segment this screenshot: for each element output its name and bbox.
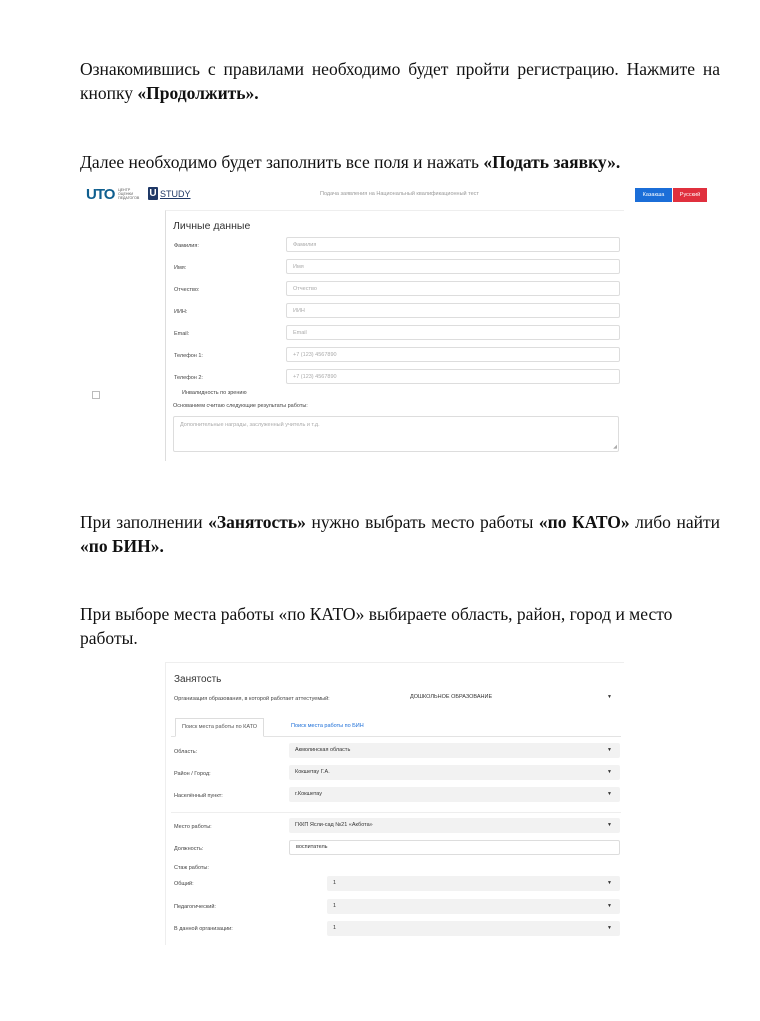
chevron-down-icon: ▼ — [607, 791, 612, 797]
locality-value: г.Кокшетау — [295, 791, 323, 797]
region-value: Акмолинская область — [295, 747, 351, 753]
locality-label: Населённый пункт: — [174, 793, 223, 799]
header-title: Подача заявления на Национальный квалификационный тест — [320, 191, 479, 197]
section-title: Личные данные — [173, 220, 251, 232]
instruction-text: При заполнении — [80, 512, 209, 532]
continue-button-reference: «Продолжить». — [137, 83, 259, 103]
position-input[interactable]: воспитатель — [289, 840, 620, 855]
workplace-value: ГККП Ясли-сад №21 «Акбота» — [295, 822, 373, 828]
field-label-surname: Фамилия: — [174, 243, 199, 249]
org-type-label: Организация образования, в которой работает аттестуемый: — [174, 696, 330, 702]
field-label-patronymic: Отчество: — [174, 287, 200, 293]
search-tabs — [171, 718, 621, 737]
submit-button-reference: «Подать заявку». — [483, 152, 621, 172]
section-title: Занятость — [174, 674, 222, 685]
total-experience-value: 1 — [333, 880, 337, 886]
experience-label: Стаж работы: — [174, 865, 209, 871]
org-type-value: ДОШКОЛЬНОЕ ОБРАЗОВАНИЕ — [410, 694, 493, 700]
field-label-iin: ИИН: — [174, 309, 188, 315]
chevron-down-icon: ▼ — [607, 747, 612, 753]
iin-input[interactable]: ИИН — [286, 303, 620, 318]
textarea-placeholder: Дополнительные награды, заслуженный учитель и т.д. — [180, 422, 320, 428]
surname-input[interactable]: Фамилия — [286, 237, 620, 252]
lang-kazakh-button[interactable]: Казакша — [635, 188, 672, 202]
study-logo: STUDY — [160, 189, 191, 199]
district-value: Кокшетау Г.А. — [295, 769, 330, 775]
pedagogical-experience-label: Педагогический: — [174, 904, 216, 910]
total-experience-label: Общий: — [174, 881, 194, 887]
field-label-name: Имя: — [174, 265, 187, 271]
instruction-text: либо найти — [629, 512, 720, 532]
instruction-paragraph-3 — [80, 510, 720, 558]
chevron-down-icon: ▼ — [607, 769, 612, 775]
workplace-select[interactable] — [289, 818, 620, 833]
org-experience-select[interactable] — [327, 921, 620, 936]
instruction-text: нужно выбрать место работы — [305, 512, 539, 532]
chevron-down-icon: ▼ — [607, 880, 612, 886]
chevron-down-icon: ▼ — [607, 694, 612, 700]
instruction-text: При выборе места работы «по КАТО» выбираете область, район, город и место работы. — [80, 604, 673, 648]
chevron-down-icon: ▼ — [607, 925, 612, 931]
field-label-email: Email: — [174, 331, 190, 337]
locality-select[interactable] — [289, 787, 620, 802]
instruction-paragraph-2 — [80, 150, 720, 174]
employment-form-screenshot — [165, 662, 624, 945]
region-select[interactable] — [289, 743, 620, 758]
registration-form-screenshot — [80, 183, 710, 463]
total-experience-select[interactable] — [327, 876, 620, 891]
kato-reference: «по КАТО» — [538, 512, 630, 532]
name-input[interactable]: Имя — [286, 259, 620, 274]
position-label: Должность: — [174, 846, 204, 852]
pedagogical-experience-value: 1 — [333, 903, 337, 909]
instruction-paragraph-1 — [80, 57, 720, 105]
tab-kato[interactable]: Поиск места работы по КАТО — [175, 718, 264, 737]
phone-1-input[interactable]: +7 (123) 4567890 — [286, 347, 620, 362]
district-select[interactable] — [289, 765, 620, 780]
uto-logo-subtitle: ЦЕНТР ОЦЕНКИ ПЕДАГОГОВ — [118, 188, 140, 200]
district-label: Район / Город: — [174, 771, 211, 777]
achievements-textarea[interactable] — [173, 416, 619, 452]
bin-reference: «по БИН». — [80, 536, 164, 556]
resize-handle-icon[interactable]: ◢ — [613, 444, 617, 450]
patronymic-input[interactable]: Отчество — [286, 281, 620, 296]
field-label-phone-1: Телефон 1: — [174, 353, 203, 359]
site-header — [80, 183, 710, 207]
divider — [171, 812, 621, 813]
visual-disability-label: Инвалидность по зрению — [182, 390, 247, 396]
chevron-down-icon: ▼ — [607, 903, 612, 909]
region-label: Область: — [174, 749, 198, 755]
tab-bin[interactable]: Поиск места работы по БИН — [291, 723, 364, 729]
visual-disability-checkbox[interactable] — [92, 391, 100, 399]
employment-reference: «Занятость» — [208, 512, 306, 532]
instruction-paragraph-4 — [80, 602, 720, 650]
lang-russian-button[interactable]: Русский — [673, 188, 707, 202]
pedagogical-experience-select[interactable] — [327, 899, 620, 914]
instruction-text: Далее необходимо будет заполнить все поля и нажать — [80, 152, 484, 172]
org-experience-label: В данной организации: — [174, 926, 233, 932]
org-experience-value: 1 — [333, 925, 337, 931]
org-type-select[interactable] — [404, 690, 620, 705]
workplace-label: Место работы: — [174, 824, 212, 830]
instruction-text: Ознакомившись с правилами необходимо будет пройти регистрацию. Нажмите на кнопку — [80, 59, 720, 103]
study-logo-icon: U — [149, 188, 157, 199]
field-label-phone-2: Телефон 2: — [174, 375, 203, 381]
uto-logo: UTO — [86, 186, 115, 203]
email-input[interactable]: Email — [286, 325, 620, 340]
chevron-down-icon: ▼ — [607, 822, 612, 828]
basis-label: Основанием считаю следующие результаты работы: — [173, 403, 308, 409]
phone-2-input[interactable]: +7 (123) 4567890 — [286, 369, 620, 384]
